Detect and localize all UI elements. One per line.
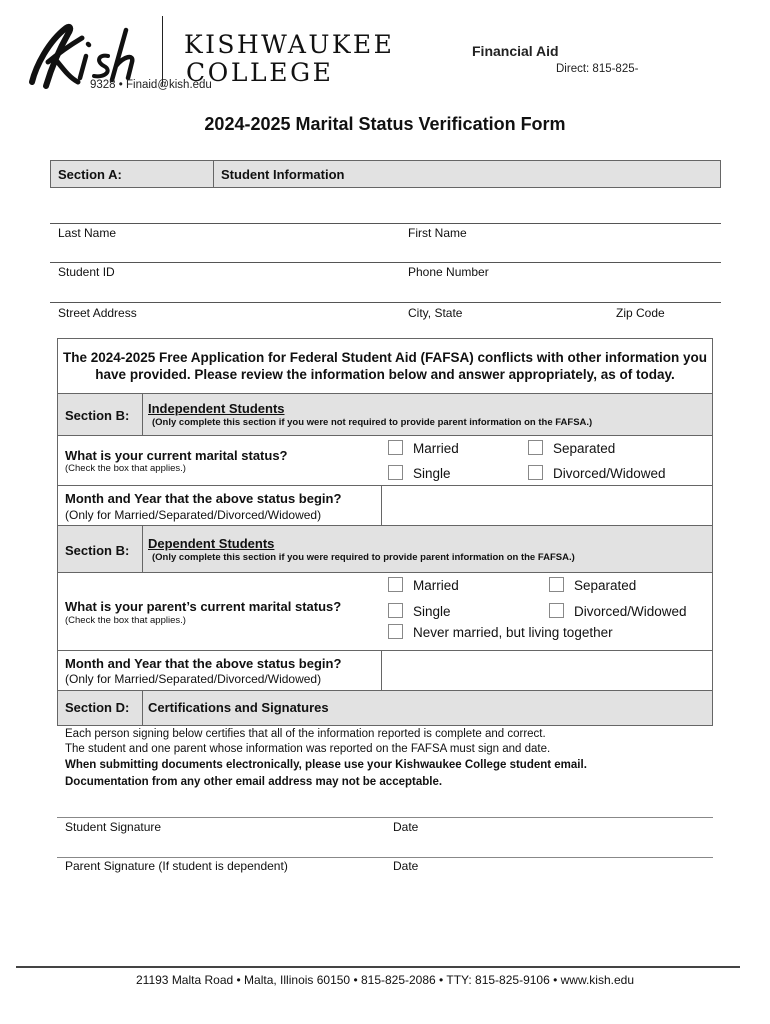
dependent-married-checkbox[interactable]	[388, 577, 403, 592]
dependent-single-checkbox[interactable]	[388, 603, 403, 618]
college-name-line2: COLLEGE	[186, 58, 334, 87]
fafsa-notice: The 2024-2025 Free Application for Federal Student Aid (FAFSA) conflicts with other information you have provided. Please review the information below and answer appropriately, as of today.	[62, 350, 708, 382]
independent-single-label: Single	[413, 466, 451, 481]
independent-divorced-label: Divorced/Widowed	[553, 466, 666, 481]
section-b-independent-subtitle: (Only complete this section if you were not required to provide parent information on the FAFSA.)	[152, 417, 593, 428]
section-b-dependent-title: Dependent Students	[148, 536, 275, 551]
field-line-address	[50, 302, 721, 303]
independent-single-checkbox[interactable]	[388, 465, 403, 480]
street-label: Street Address	[58, 306, 137, 320]
student-date-label: Date	[393, 820, 419, 834]
phone-label: Phone Number	[408, 265, 489, 279]
city-state-label: City, State	[408, 306, 463, 320]
independent-date-input[interactable]	[382, 486, 712, 524]
parent-signature-label: Parent Signature (If student is dependent)	[65, 859, 288, 873]
section-a-divider	[213, 160, 214, 188]
dependent-status-hint: (Check the box that applies.)	[65, 615, 186, 626]
direct-phone: Direct: 815-825-	[556, 63, 639, 75]
logo-divider	[162, 16, 163, 86]
section-b-dependent-subtitle: (Only complete this section if you were required to provide parent information on the FAFSA.)	[152, 552, 575, 563]
section-d-divider	[142, 690, 143, 726]
section-a-header	[50, 160, 721, 188]
zip-label: Zip Code	[616, 306, 665, 320]
dependent-date-hint: (Only for Married/Separated/Divorced/Widowed)	[65, 672, 322, 686]
independent-date-hint: (Only for Married/Separated/Divorced/Widowed)	[65, 508, 322, 522]
dept-title: Financial Aid	[472, 43, 559, 59]
dependent-date-question: Month and Year that the above status begin?	[65, 656, 342, 671]
footer-address: 21193 Malta Road • Malta, Illinois 60150 • 815-825-2086 • TTY: 815-825-9106 • www.kish.edu	[136, 973, 634, 987]
section-b-dependent-divider	[142, 525, 143, 573]
independent-divorced-checkbox[interactable]	[528, 465, 543, 480]
independent-married-label: Married	[413, 441, 459, 456]
independent-separated-checkbox[interactable]	[528, 440, 543, 455]
section-a-title: Student Information	[221, 167, 345, 182]
dependent-divorced-checkbox[interactable]	[549, 603, 564, 618]
college-name-line1: KISHWAUKEE	[184, 30, 395, 59]
dependent-never-married-checkbox[interactable]	[388, 624, 403, 639]
section-b-dependent-label: Section B:	[65, 543, 130, 558]
first-name-label: First Name	[408, 226, 467, 240]
section-d-label: Section D:	[65, 700, 130, 715]
email-instruction-2: Documentation from any other email address may not be acceptable.	[65, 776, 443, 788]
independent-status-hint: (Check the box that applies.)	[65, 463, 186, 474]
parent-date-label: Date	[393, 859, 419, 873]
certification-text-1: Each person signing below certifies that all of the information reported is complete and correct.	[65, 728, 546, 740]
student-signature-line[interactable]	[57, 817, 713, 818]
dependent-separated-label: Separated	[574, 578, 637, 593]
dependent-separated-checkbox[interactable]	[549, 577, 564, 592]
field-line-id	[50, 262, 721, 263]
student-signature-label: Student Signature	[65, 820, 162, 834]
form-title: 2024-2025 Marital Status Verification Form	[204, 114, 566, 134]
independent-status-question: What is your current marital status?	[65, 448, 288, 463]
contact-line: 9328 • Finaid@kish.edu	[90, 79, 212, 91]
section-d-title: Certifications and Signatures	[148, 700, 329, 715]
dependent-never-married-label: Never married, but living together	[413, 625, 613, 640]
independent-separated-label: Separated	[553, 441, 616, 456]
section-a-label: Section A:	[58, 167, 122, 182]
independent-date-question: Month and Year that the above status begin?	[65, 491, 342, 506]
student-id-label: Student ID	[58, 265, 115, 279]
dependent-divorced-label: Divorced/Widowed	[574, 604, 687, 619]
footer-rule	[16, 966, 740, 968]
dependent-single-label: Single	[413, 604, 451, 619]
certification-text-2: The student and one parent whose information was reported on the FAFSA must sign and date.	[65, 743, 551, 755]
email-instruction-1: When submitting documents electronically, please use your Kishwaukee College student email.	[65, 759, 587, 771]
dependent-status-question: What is your parent’s current marital status?	[65, 599, 342, 614]
section-b-independent-title: Independent Students	[148, 401, 285, 416]
field-line-name	[50, 223, 721, 224]
dependent-date-input[interactable]	[382, 651, 712, 689]
dependent-married-label: Married	[413, 578, 459, 593]
section-b-independent-label: Section B:	[65, 408, 130, 423]
last-name-label: Last Name	[58, 226, 117, 240]
parent-signature-line[interactable]	[57, 857, 713, 858]
section-b-independent-divider	[142, 393, 143, 436]
independent-married-checkbox[interactable]	[388, 440, 403, 455]
